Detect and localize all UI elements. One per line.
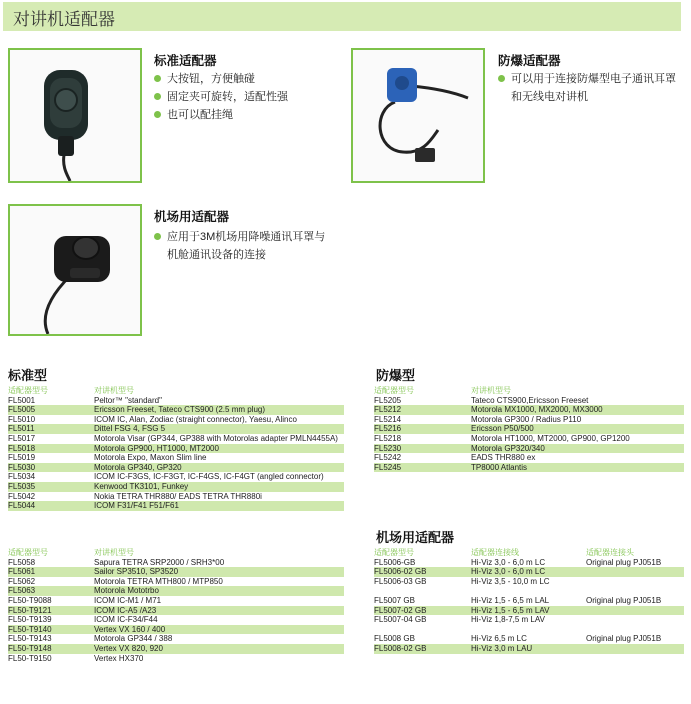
explosion-adapter-title: 防爆适配器 xyxy=(498,54,561,68)
table-cell: Hi-Viz 3,5 - 10,0 m LC xyxy=(471,576,550,586)
table-cell: Sailor SP3510, SP3520 xyxy=(94,567,179,577)
table-cell: FL50-T9139 xyxy=(8,615,52,625)
bullet-icon xyxy=(498,75,505,82)
table-header xyxy=(374,548,684,558)
table-cell: 适配器连接线 xyxy=(471,548,519,557)
table-row xyxy=(8,634,344,644)
table-cell: Motorola GP340, GP320 xyxy=(94,462,182,472)
bullet-icon xyxy=(154,111,161,118)
table-row xyxy=(374,463,684,473)
table-row xyxy=(8,654,344,664)
table-row xyxy=(374,644,684,654)
bullet-item: 固定夹可旋转，适配性强 xyxy=(154,88,344,106)
table-cell: FL5008 GB xyxy=(374,634,415,644)
table-row xyxy=(8,405,344,415)
table-cell: Motorola GP300 / Radius P110 xyxy=(471,414,582,424)
table-row xyxy=(8,501,344,511)
table-cell: Original plug PJ051B xyxy=(586,595,662,605)
table-cell: FL5017 xyxy=(8,433,36,443)
table-cell: Motorola Mototrbo xyxy=(94,586,159,596)
bullet-icon xyxy=(154,75,161,82)
table-row xyxy=(374,577,684,587)
table-cell: FL5205 xyxy=(374,395,402,405)
airport-adapter-bullets xyxy=(154,228,334,264)
table-header xyxy=(374,386,684,396)
table-row xyxy=(8,482,344,492)
table-cell: Peltor™ "standard" xyxy=(94,395,162,405)
table-cell: Hi-Viz 1,5 - 6,5 m LAL xyxy=(471,595,550,605)
title-bar xyxy=(3,2,681,31)
table-row xyxy=(8,625,344,635)
table-cell: Vertex HX370 xyxy=(94,653,144,663)
table-cell: FL5218 xyxy=(374,433,402,443)
table-cell: Hi-Viz 3,0 - 6,0 m LC xyxy=(471,557,546,567)
table-cell: FL5058 xyxy=(8,557,36,567)
bullet-item: 大按钮，方便触碰 xyxy=(154,70,344,88)
table-row xyxy=(374,453,684,463)
bullet-icon xyxy=(154,233,161,240)
table-cell: FL5006-03 GB xyxy=(374,576,427,586)
table-row xyxy=(8,596,344,606)
table-cell: Original plug PJ051B xyxy=(586,557,662,567)
table-cell: FL50-T9088 xyxy=(8,595,52,605)
table-cell: Motorola MX1000, MX2000, MX3000 xyxy=(471,405,603,415)
table-row xyxy=(8,424,344,434)
table-cell: Vertex VX 160 / 400 xyxy=(94,624,166,634)
table-cell: Ericsson P50/500 xyxy=(471,424,534,434)
table-cell: Motorola GP344 / 388 xyxy=(94,634,173,644)
airport-adapter-title: 机场用适配器 xyxy=(154,210,230,224)
table-cell: FL5010 xyxy=(8,414,36,424)
explosion-section-heading: 防爆型 xyxy=(376,368,416,383)
table-cell: Hi-Viz 1,5 - 6,5 m LAV xyxy=(471,605,550,615)
table-cell: FL50-T9150 xyxy=(8,653,52,663)
table-header xyxy=(8,386,344,396)
explosion-table xyxy=(374,386,684,472)
table-cell: FL5063 xyxy=(8,586,36,596)
table-cell: Motorola GP900, HT1000, MT2000 xyxy=(94,443,219,453)
table-row xyxy=(8,453,344,463)
table-row xyxy=(8,472,344,482)
table-cell: FL5030 xyxy=(8,462,36,472)
table-cell: FL5007-02 GB xyxy=(374,605,427,615)
table-row xyxy=(8,415,344,425)
table-cell: TP8000 Atlantis xyxy=(471,462,528,472)
bullet-icon xyxy=(154,93,161,100)
table-cell: FL5034 xyxy=(8,472,36,482)
table-cell: Hi-Viz 3,0 - 6,0 m LC xyxy=(471,567,546,577)
table-cell: 对讲机型号 xyxy=(94,548,134,557)
table-header xyxy=(8,548,344,558)
table-row xyxy=(374,558,684,568)
table-cell: Sapura TETRA SRP2000 / SRH3*00 xyxy=(94,557,225,567)
table-row xyxy=(8,615,344,625)
table-cell: Kenwood TK3101, Funkey xyxy=(94,481,189,491)
table-row xyxy=(8,492,344,502)
standard-section-heading: 标准型 xyxy=(8,368,48,383)
table-row xyxy=(8,644,344,654)
table-row xyxy=(374,405,684,415)
table-cell: FL5011 xyxy=(8,424,35,434)
table-cell: Vertex VX 820, 920 xyxy=(94,643,163,653)
table-cell: FL5008-02 GB xyxy=(374,643,427,653)
table-cell: FL5018 xyxy=(8,443,36,453)
table-cell: FL5035 xyxy=(8,481,36,491)
table-cell: EADS THR880 ex xyxy=(471,453,536,463)
table-row xyxy=(8,586,344,596)
table-row xyxy=(8,396,344,406)
table-cell: 适配器型号 xyxy=(374,548,414,557)
table-row xyxy=(8,567,344,577)
table-cell: FL5006-02 GB xyxy=(374,567,427,577)
table-cell: FL5062 xyxy=(8,576,36,586)
table-row xyxy=(374,606,684,616)
table-row xyxy=(8,463,344,473)
table-cell: Hi-Viz 1,8-7,5 m LAV xyxy=(471,615,545,625)
table-cell: FL5061 xyxy=(8,567,36,577)
table-cell: ICOM IC, Alan, Zodiac (straight connector), Yaesu, Alinco xyxy=(94,414,297,424)
table-row xyxy=(374,634,684,644)
table-cell: FL50-T9143 xyxy=(8,634,52,644)
table-cell: FL5230 xyxy=(374,443,402,453)
table-cell: Tateco CTS900,Ericsson Freeset xyxy=(471,395,589,405)
table-cell: Hi-Viz 6,5 m LC xyxy=(471,634,527,644)
table-cell: FL5044 xyxy=(8,501,36,511)
table-row xyxy=(8,606,344,616)
table-cell: Motorola GP320/340 xyxy=(471,443,545,453)
table-row xyxy=(8,444,344,454)
table-row xyxy=(374,415,684,425)
table-row xyxy=(8,577,344,587)
table-cell: ICOM IC-M1 / M71 xyxy=(94,595,162,605)
table-cell: Dittel FSG 4, FSG 5 xyxy=(94,424,166,434)
table-row xyxy=(374,567,684,577)
table-spacer xyxy=(374,625,684,635)
airport-adapter-image xyxy=(8,204,142,336)
table-cell: 对讲机型号 xyxy=(471,386,511,395)
airport-section-heading: 机场用适配器 xyxy=(376,530,455,545)
table-cell: FL5007-04 GB xyxy=(374,615,427,625)
table-cell: FL50-T9140 xyxy=(8,624,52,634)
table-cell: FL5019 xyxy=(8,453,36,463)
table-cell: Nokia TETRA THR880/ EADS TETRA THR880i xyxy=(94,491,262,501)
table-cell: 适配器连接头 xyxy=(586,548,634,557)
standard-table-1 xyxy=(8,386,344,511)
standard-table-2 xyxy=(8,548,344,663)
table-row xyxy=(374,396,684,406)
table-row xyxy=(8,434,344,444)
table-cell: 对讲机型号 xyxy=(94,386,134,395)
table-cell: ICOM IC-F3GS, IC-F3GT, IC-F4GS, IC-F4GT (angled connector) xyxy=(94,472,324,482)
table-row xyxy=(8,558,344,568)
table-cell: FL5214 xyxy=(374,414,402,424)
table-cell: Motorola HT1000, MT2000, GP900, GP1200 xyxy=(471,433,630,443)
table-cell: 适配器型号 xyxy=(8,548,48,557)
bullet-item: 可以用于连接防爆型电子通讯耳罩和无线电对讲机 xyxy=(498,70,678,106)
table-cell: FL5005 xyxy=(8,405,36,415)
table-cell: FL5001 xyxy=(8,395,36,405)
bullet-item: 应用于3M机场用降噪通讯耳罩与机舱通讯设备的连接 xyxy=(154,228,334,264)
table-cell: FL5006-GB xyxy=(374,557,416,567)
table-cell: 适配器型号 xyxy=(374,386,414,395)
table-row xyxy=(374,434,684,444)
table-cell: ICOM IC-A5 /A23 xyxy=(94,605,157,615)
table-cell: FL5245 xyxy=(374,462,402,472)
table-row xyxy=(374,596,684,606)
standard-adapter-title: 标准适配器 xyxy=(154,54,217,68)
table-cell: Ericsson Freeset, Tateco CTS900 (2.5 mm plug) xyxy=(94,405,266,415)
bullet-item: 也可以配挂绳 xyxy=(154,106,344,124)
airport-table xyxy=(374,548,684,654)
explosion-adapter-bullets xyxy=(498,70,678,106)
table-cell: Motorola TETRA MTH800 / MTP850 xyxy=(94,576,223,586)
table-cell: FL50-T9148 xyxy=(8,643,52,653)
table-cell: ICOM IC-F34/F44 xyxy=(94,615,158,625)
standard-adapter-bullets xyxy=(154,70,344,124)
table-cell: FL50-T9121 xyxy=(8,605,52,615)
explosion-adapter-image xyxy=(351,48,485,183)
table-cell: Hi-Viz 3,0 m LAU xyxy=(471,643,533,653)
table-row xyxy=(374,444,684,454)
table-cell: FL5007 GB xyxy=(374,595,415,605)
table-row xyxy=(374,424,684,434)
table-cell: FL5242 xyxy=(374,453,402,463)
table-cell: ICOM F31/F41 F51/F61 xyxy=(94,501,179,511)
table-cell: 适配器型号 xyxy=(8,386,48,395)
table-row xyxy=(374,615,684,625)
table-cell: FL5216 xyxy=(374,424,402,434)
table-cell: Motorola Expo, Maxon Slim line xyxy=(94,453,207,463)
table-cell: FL5212 xyxy=(374,405,402,415)
table-cell: Original plug PJ051B xyxy=(586,634,662,644)
table-cell: Motorola Visar (GP344, GP388 with Motorolas adapter PMLN4455A) xyxy=(94,433,338,443)
standard-adapter-image xyxy=(8,48,142,183)
table-cell: FL5042 xyxy=(8,491,36,501)
page-title: 对讲机适配器 xyxy=(13,10,115,29)
table-spacer xyxy=(374,586,684,596)
